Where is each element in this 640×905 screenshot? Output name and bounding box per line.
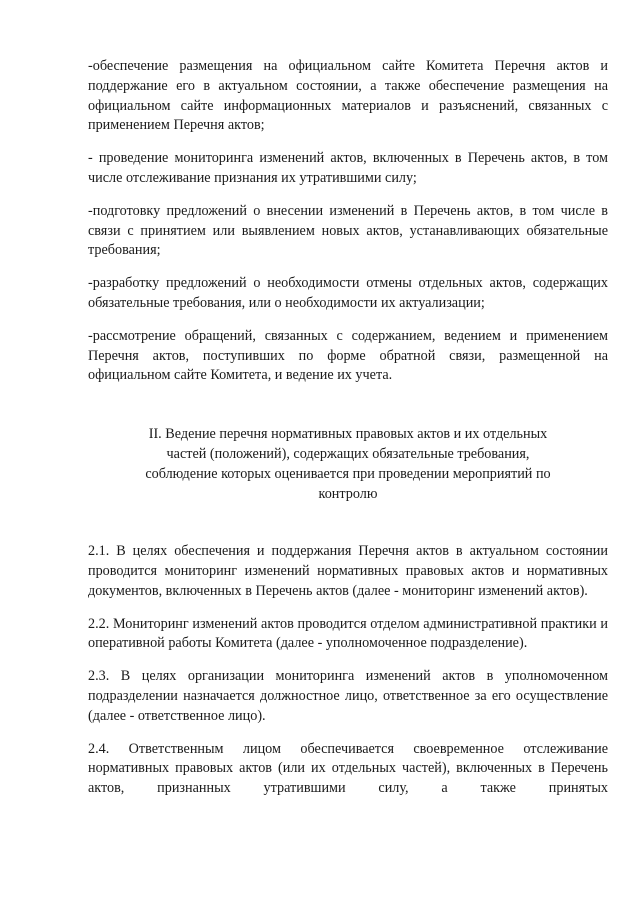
paragraph-2-4: 2.4. Ответственным лицом обеспечивается своевременное отслеживание нормативных правовых актов (или их отдельных частей), включенных в Перечень актов, признанных утратившими силу, а также принятых	[88, 740, 608, 797]
section-heading-block	[88, 424, 608, 504]
bullet-item-2: - проведение мониторинга изменений актов, включенных в Перечень актов, в том числе отслеживание признания их утратившими силу;	[88, 150, 608, 186]
bullet-item-3: -подготовку предложений о внесении изменений в Перечень актов, в том числе в связи с принятием или выявлением новых актов, устанавливающих обязательные требования;	[88, 202, 608, 259]
paragraph-2-3: 2.3. В целях организации мониторинга изменений актов в уполномоченном подразделении назначается должностное лицо, ответственное за его осуществление (далее - ответственное лицо).	[88, 668, 608, 724]
paragraph-2-2: 2.2. Мониторинг изменений актов проводится отделом административной практики и оперативной работы Комитета (далее - уполномоченное подразделение).	[88, 615, 608, 652]
document-page	[88, 57, 608, 799]
bullet-item-1: -обеспечение размещения на официальном сайте Комитета Перечня актов и поддержание его в актуальном состоянии, а также обеспечение размещения на официальном сайте информационных материалов и разъяснений, связанных с применением Перечня актов;	[88, 58, 608, 134]
paragraph-2-1: 2.1. В целях обеспечения и поддержания Перечня актов в актуальном состоянии проводится мониторинг изменений нормативных правовых актов и нормативных документов, включенных в Перечень актов (далее - мониторинг изменений актов).	[88, 543, 608, 599]
bullet-item-4: -разработку предложений о необходимости отмены отдельных актов, содержащих обязательные требования, или о необходимости их актуализации;	[88, 275, 608, 311]
section-title: II. Ведение перечня нормативных правовых актов и их отдельных частей (положений), содержащих обязательные требования, соблюдение которых оценивается при проведении мероприятий по контролю	[145, 426, 551, 503]
bullet-item-5: -рассмотрение обращений, связанных с содержанием, ведением и применением Перечня актов, поступивших по форме обратной связи, размещенной на официальном сайте Комитета, и ведение их учета.	[88, 327, 608, 384]
